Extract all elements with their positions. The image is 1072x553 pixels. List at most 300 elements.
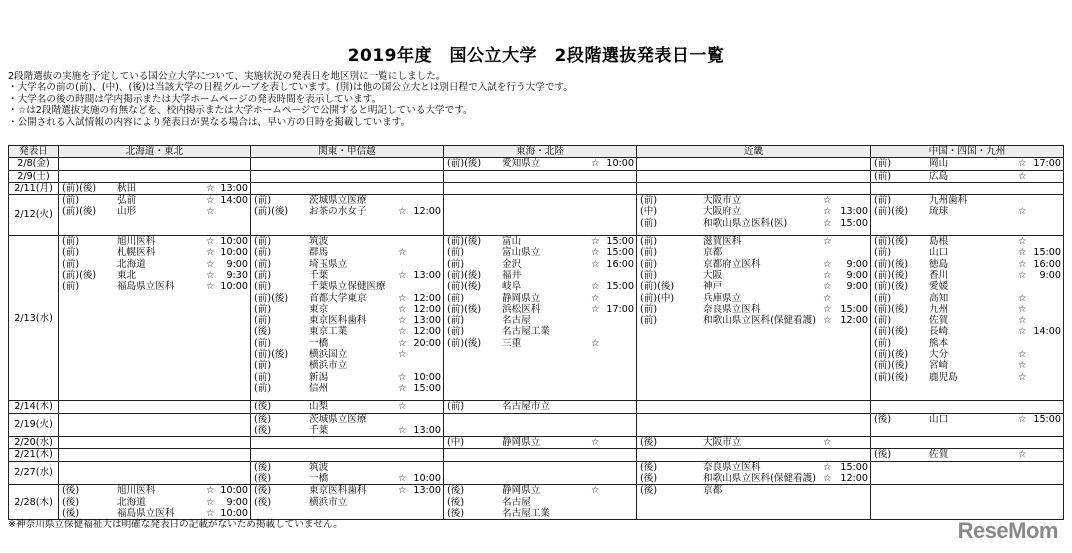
- university-name: 奈良県立医科: [703, 461, 761, 473]
- university-name: 秋田: [117, 182, 137, 194]
- star-icon: ☆: [398, 326, 407, 338]
- announce-time: 10:00: [606, 158, 634, 170]
- schedule-group: (前)(後): [874, 360, 909, 372]
- star-icon: ☆: [206, 507, 215, 519]
- empty-line: [444, 171, 636, 182]
- schedule-table: [8, 145, 1064, 520]
- region-cell-kinki: [637, 236, 871, 401]
- schedule-group: (前): [640, 303, 658, 315]
- empty-line: [251, 158, 443, 169]
- region-cell-tokai: [444, 437, 637, 449]
- schedule-group: (前): [254, 315, 272, 327]
- star-icon: ☆: [1018, 326, 1027, 338]
- university-entry: [251, 293, 443, 304]
- schedule-group: (前)(後): [447, 303, 482, 315]
- star-icon: ☆: [206, 206, 215, 218]
- star-icon: ☆: [823, 437, 832, 449]
- note-line: ・☆は2段階選抜実施の有無などを、校内掲示または大学ホームページで公開すると明記している大学です。: [8, 105, 473, 117]
- date-cell: 2/19(火): [9, 413, 59, 437]
- star-icon: ☆: [206, 182, 215, 194]
- empty-line: [59, 437, 250, 448]
- university-entry: [444, 508, 636, 519]
- star-icon: ☆: [1018, 236, 1027, 248]
- empty-line: [871, 437, 1063, 448]
- star-icon: ☆: [823, 473, 832, 485]
- university-name: 静岡県立: [502, 485, 541, 497]
- university-name: 滋賀医科: [703, 236, 742, 248]
- schedule-group: (前): [254, 382, 272, 394]
- university-entry: [637, 236, 870, 247]
- university-name: 大阪: [703, 269, 723, 281]
- region-cell-kanto: [251, 195, 444, 236]
- star-icon: ☆: [398, 247, 407, 259]
- university-entry: [59, 270, 250, 281]
- university-name: 大阪市立: [703, 195, 742, 207]
- announce-time: 13:00: [413, 315, 441, 327]
- university-name: 宮崎: [929, 360, 949, 372]
- schedule-group: (前): [447, 326, 465, 338]
- schedule-group: (後): [640, 461, 658, 473]
- schedule-group: (後): [640, 485, 658, 497]
- region-cell-kanto: [251, 413, 444, 437]
- announce-time: 10:00: [220, 236, 248, 248]
- star-icon: ☆: [1018, 449, 1027, 461]
- date-cell: 2/11(月): [9, 182, 59, 194]
- university-entry: [871, 247, 1063, 258]
- announce-time: 9:00: [1039, 269, 1061, 281]
- star-icon: ☆: [823, 206, 832, 218]
- announce-time: 12:00: [413, 206, 441, 218]
- announce-time: 9:30: [226, 269, 248, 281]
- university-entry: [251, 473, 443, 484]
- region-cell-kanto: [251, 485, 444, 520]
- empty-line: [637, 171, 870, 182]
- university-entry: [871, 158, 1063, 169]
- university-entry: [871, 281, 1063, 292]
- university-name: 奈良県立医科: [703, 303, 761, 315]
- university-entry: [251, 383, 443, 394]
- star-icon: ☆: [823, 303, 832, 315]
- university-name: 徳島: [929, 258, 949, 270]
- region-cell-kanto: [251, 182, 444, 194]
- university-entry: [251, 485, 443, 496]
- university-name: 首都大学東京: [309, 292, 367, 304]
- schedule-group: (前): [254, 281, 272, 293]
- university-name: 福島県立医科: [117, 507, 175, 519]
- university-name: 岐阜: [502, 281, 522, 293]
- university-name: 名古屋: [502, 496, 531, 508]
- region-cell-hokkaido: [59, 485, 251, 520]
- footnote: ※神奈川県立保健福祉大は明確な発表日の記載がないため掲載していません。: [8, 519, 343, 530]
- region-cell-chugoku: [871, 413, 1064, 437]
- star-icon: ☆: [206, 258, 215, 270]
- university-entry: [59, 247, 250, 258]
- star-icon: ☆: [398, 424, 407, 436]
- university-name: 東北: [117, 269, 137, 281]
- university-entry: [444, 485, 636, 496]
- university-entry: [251, 281, 443, 292]
- schedule-group: (後): [254, 401, 272, 413]
- region-cell-hokkaido: [59, 170, 251, 182]
- schedule-group: (後): [254, 485, 272, 497]
- region-cell-kanto: [251, 401, 444, 413]
- university-name: 横浜市立: [309, 496, 348, 508]
- university-entry: [59, 281, 250, 292]
- university-entry: [444, 326, 636, 337]
- schedule-group: (後): [62, 485, 80, 497]
- schedule-group: (前): [62, 258, 80, 270]
- schedule-group: (後): [62, 496, 80, 508]
- announce-time: 17:00: [606, 303, 634, 315]
- schedule-group: (前): [640, 236, 658, 248]
- region-cell-hokkaido: [59, 437, 251, 449]
- university-name: 九州: [929, 303, 949, 315]
- university-entry: [871, 315, 1063, 326]
- announce-time: 15:00: [1033, 247, 1061, 259]
- schedule-group: (前)(後): [447, 337, 482, 349]
- announce-time: 15:00: [840, 217, 868, 229]
- university-name: 新潟: [309, 371, 329, 383]
- star-icon: ☆: [206, 485, 215, 497]
- university-entry: [871, 236, 1063, 247]
- region-cell-chugoku: [871, 158, 1064, 170]
- date-cell: 2/28(木): [9, 485, 59, 520]
- university-name: 横浜市立: [309, 360, 348, 372]
- university-entry: [637, 304, 870, 315]
- star-icon: ☆: [1018, 247, 1027, 259]
- region-cell-chugoku: [871, 461, 1064, 485]
- schedule-group: (前)(後): [874, 258, 909, 270]
- announce-time: 10:00: [220, 507, 248, 519]
- region-cell-chugoku: [871, 449, 1064, 461]
- university-name: 旭川医科: [117, 236, 156, 248]
- announce-time: 12:00: [840, 315, 868, 327]
- star-icon: ☆: [823, 217, 832, 229]
- star-icon: ☆: [206, 281, 215, 293]
- university-entry: [871, 270, 1063, 281]
- university-entry: [251, 497, 443, 508]
- university-name: 福島県立医科: [117, 281, 175, 293]
- table-row: [9, 182, 1064, 194]
- star-icon: ☆: [591, 247, 600, 259]
- university-entry: [871, 259, 1063, 270]
- region-cell-hokkaido: [59, 401, 251, 413]
- empty-line: [59, 158, 250, 169]
- university-entry: [251, 270, 443, 281]
- university-name: 千葉: [309, 269, 329, 281]
- date-cell: 2/12(火): [9, 195, 59, 236]
- region-cell-kanto: [251, 461, 444, 485]
- university-name: 富山: [502, 236, 522, 248]
- region-cell-tokai: [444, 485, 637, 520]
- university-name: 熊本: [929, 337, 949, 349]
- university-name: 弘前: [117, 195, 137, 207]
- schedule-group: (前)(後): [874, 269, 909, 281]
- schedule-group: (前): [640, 195, 658, 207]
- university-name: 広島: [929, 170, 949, 182]
- university-entry: [871, 171, 1063, 182]
- empty-line: [444, 414, 636, 425]
- region-cell-tokai: [444, 401, 637, 413]
- university-name: 東京: [309, 303, 329, 315]
- university-name: 兵庫県立: [703, 292, 742, 304]
- empty-line: [637, 183, 870, 194]
- date-cell: 2/20(水): [9, 437, 59, 449]
- university-entry: [444, 158, 636, 169]
- empty-line: [59, 449, 250, 460]
- region-cell-hokkaido: [59, 182, 251, 194]
- university-name: 大分: [929, 349, 949, 361]
- star-icon: ☆: [1018, 258, 1027, 270]
- schedule-group: (前): [640, 247, 658, 259]
- schedule-group: (後): [447, 507, 465, 519]
- announce-time: 15:00: [606, 236, 634, 248]
- schedule-group: (前): [62, 195, 80, 207]
- university-entry: [637, 195, 870, 206]
- university-entry: [251, 206, 443, 217]
- header-kinki: 近畿: [637, 146, 871, 158]
- university-entry: [637, 247, 870, 258]
- university-entry: [637, 437, 870, 448]
- schedule-group: (前): [62, 247, 80, 259]
- schedule-group: (後): [254, 424, 272, 436]
- schedule-group: (後): [874, 449, 892, 461]
- university-entry: [251, 326, 443, 337]
- university-name: 東京工業: [309, 326, 348, 338]
- university-name: 大阪市立: [703, 437, 742, 449]
- schedule-group: (前): [447, 401, 465, 413]
- announce-time: 12:00: [413, 303, 441, 315]
- star-icon: ☆: [206, 269, 215, 281]
- university-name: 京都: [703, 247, 723, 259]
- schedule-group: (中): [447, 437, 465, 449]
- university-entry: [871, 349, 1063, 360]
- star-icon: ☆: [206, 247, 215, 259]
- university-name: 千葉県立保健医療: [309, 281, 386, 293]
- region-cell-kanto: [251, 170, 444, 182]
- schedule-group: (前): [254, 269, 272, 281]
- university-entry: [871, 304, 1063, 315]
- announce-time: 15:00: [606, 281, 634, 293]
- schedule-group: (前): [254, 360, 272, 372]
- table-row: [9, 485, 1064, 520]
- schedule-group: (前): [254, 371, 272, 383]
- schedule-group: (後): [447, 485, 465, 497]
- university-name: 静岡県立: [502, 437, 541, 449]
- region-cell-hokkaido: [59, 461, 251, 485]
- announce-time: 13:00: [413, 424, 441, 436]
- university-name: 長崎: [929, 326, 949, 338]
- schedule-group: (前)(後): [447, 158, 482, 170]
- empty-line: [871, 462, 1063, 473]
- region-cell-hokkaido: [59, 195, 251, 236]
- star-icon: ☆: [398, 303, 407, 315]
- star-icon: ☆: [591, 337, 600, 349]
- university-name: 香川: [929, 269, 949, 281]
- university-entry: [444, 315, 636, 326]
- header-row: [9, 146, 1064, 158]
- announce-time: 13:00: [413, 269, 441, 281]
- star-icon: ☆: [1018, 170, 1027, 182]
- region-cell-kinki: [637, 158, 871, 170]
- university-entry: [871, 293, 1063, 304]
- university-entry: [637, 218, 870, 229]
- star-icon: ☆: [1018, 413, 1027, 425]
- region-cell-kinki: [637, 170, 871, 182]
- header-kanto-koshinetsu: 関東・甲信越: [251, 146, 444, 158]
- region-cell-kinki: [637, 437, 871, 449]
- region-cell-kinki: [637, 461, 871, 485]
- schedule-group: (前): [447, 292, 465, 304]
- date-cell: 2/27(水): [9, 461, 59, 485]
- university-name: 高知: [929, 292, 949, 304]
- university-entry: [637, 270, 870, 281]
- university-entry: [444, 270, 636, 281]
- schedule-group: (前): [640, 258, 658, 270]
- university-entry: [871, 326, 1063, 337]
- university-name: 北海道: [117, 496, 146, 508]
- university-name: 東京医科歯科: [309, 315, 367, 327]
- star-icon: ☆: [1018, 292, 1027, 304]
- schedule-group: (前): [640, 315, 658, 327]
- schedule-group: (前)(後): [447, 281, 482, 293]
- university-entry: [444, 293, 636, 304]
- star-icon: ☆: [591, 236, 600, 248]
- schedule-group: (前)(後): [874, 281, 909, 293]
- region-cell-kinki: [637, 413, 871, 437]
- university-name: 九州歯科: [929, 195, 968, 207]
- empty-line: [871, 183, 1063, 194]
- schedule-group: (後): [254, 326, 272, 338]
- star-icon: ☆: [206, 236, 215, 248]
- university-entry: [871, 449, 1063, 460]
- star-icon: ☆: [1018, 349, 1027, 361]
- schedule-group: (後): [62, 507, 80, 519]
- university-name: 山口: [929, 413, 949, 425]
- university-name: 鹿児島: [929, 371, 958, 383]
- page-title: 2019年度 国公立大学 2段階選抜発表日一覧: [347, 46, 725, 66]
- region-cell-kanto: [251, 437, 444, 449]
- note-line: ・大学名の後の時間は学内掲示または大学ホームページの発表時間を表示しています。: [8, 93, 382, 105]
- date-cell: 2/14(木): [9, 401, 59, 413]
- university-name: 山口: [929, 247, 949, 259]
- schedule-group: (後): [254, 413, 272, 425]
- university-entry: [444, 236, 636, 247]
- header-hokkaido-tohoku: 北海道・東北: [59, 146, 251, 158]
- schedule-group: (前)(後): [874, 326, 909, 338]
- university-name: 和歌山県立医科(医): [703, 217, 788, 229]
- announce-time: 10:00: [220, 485, 248, 497]
- schedule-group: (前)(後): [62, 269, 97, 281]
- region-cell-hokkaido: [59, 413, 251, 437]
- announce-time: 10:00: [413, 371, 441, 383]
- date-cell: 2/13(水): [9, 236, 59, 401]
- university-entry: [637, 485, 870, 496]
- university-name: 静岡県立: [502, 292, 541, 304]
- schedule-group: (前): [62, 281, 80, 293]
- empty-line: [251, 183, 443, 194]
- university-name: 旭川医科: [117, 485, 156, 497]
- region-cell-tokai: [444, 461, 637, 485]
- announce-time: 12:00: [413, 292, 441, 304]
- schedule-group: (前)(後): [874, 371, 909, 383]
- university-name: 三重: [502, 337, 522, 349]
- schedule-group: (後): [447, 496, 465, 508]
- note-line: 2段階選抜の実施を予定している国公立大学について、実施状況の発表日を地区別に一覧にしました。: [8, 71, 446, 82]
- schedule-group: (前): [254, 236, 272, 248]
- star-icon: ☆: [398, 473, 407, 485]
- schedule-group: (後): [640, 473, 658, 485]
- star-icon: ☆: [206, 195, 215, 207]
- announce-time: 17:00: [1033, 158, 1061, 170]
- schedule-group: (後): [254, 461, 272, 473]
- university-entry: [444, 247, 636, 258]
- announce-time: 12:00: [840, 473, 868, 485]
- announce-time: 10:00: [220, 247, 248, 259]
- schedule-group: (前): [874, 195, 892, 207]
- table-row: [9, 158, 1064, 170]
- table-body: [9, 158, 1064, 520]
- star-icon: ☆: [1018, 371, 1027, 383]
- university-name: 琉球: [929, 206, 949, 218]
- empty-line: [251, 449, 443, 460]
- university-name: 島根: [929, 236, 949, 248]
- star-icon: ☆: [398, 382, 407, 394]
- table-row: [9, 413, 1064, 437]
- university-entry: [251, 304, 443, 315]
- university-entry: [871, 195, 1063, 206]
- star-icon: ☆: [591, 158, 600, 170]
- star-icon: ☆: [398, 371, 407, 383]
- announce-time: 15:00: [840, 303, 868, 315]
- schedule-group: (後): [874, 413, 892, 425]
- university-name: 北海道: [117, 258, 146, 270]
- star-icon: ☆: [591, 258, 600, 270]
- region-cell-kanto: [251, 158, 444, 170]
- star-icon: ☆: [398, 269, 407, 281]
- region-cell-chugoku: [871, 236, 1064, 401]
- date-cell: 2/9(土): [9, 170, 59, 182]
- region-cell-tokai: [444, 182, 637, 194]
- schedule-group: (中): [640, 206, 658, 218]
- university-entry: [444, 437, 636, 448]
- university-name: 筑波: [309, 236, 329, 248]
- schedule-group: (前): [874, 247, 892, 259]
- table-row: [9, 195, 1064, 236]
- announce-time: 10:00: [413, 473, 441, 485]
- university-name: 名古屋工業: [502, 326, 550, 338]
- note-line: ・大学名の前の(前)、(中)、(後)は当該大学の日程グループを表しています。(別)は他の国公立大とは別日程で入試を行う大学です。: [8, 82, 573, 94]
- university-entry: [59, 259, 250, 270]
- note-line: ・公開される入試情報の内容により発表日が異なる場合は、早い方の日時を掲載しています。: [8, 116, 411, 128]
- university-name: 一橋: [309, 473, 329, 485]
- university-entry: [251, 195, 443, 206]
- university-name: 東京医科歯科: [309, 485, 367, 497]
- star-icon: ☆: [1018, 206, 1027, 218]
- announce-time: 9:00: [846, 281, 868, 293]
- university-entry: [637, 462, 870, 473]
- university-entry: [444, 401, 636, 412]
- university-entry: [637, 259, 870, 270]
- university-entry: [59, 183, 250, 194]
- university-name: 山梨: [309, 401, 329, 413]
- table-row: [9, 170, 1064, 182]
- university-name: 愛媛: [929, 281, 949, 293]
- star-icon: ☆: [591, 292, 600, 304]
- university-entry: [251, 349, 443, 360]
- star-icon: ☆: [823, 236, 832, 248]
- university-entry: [444, 281, 636, 292]
